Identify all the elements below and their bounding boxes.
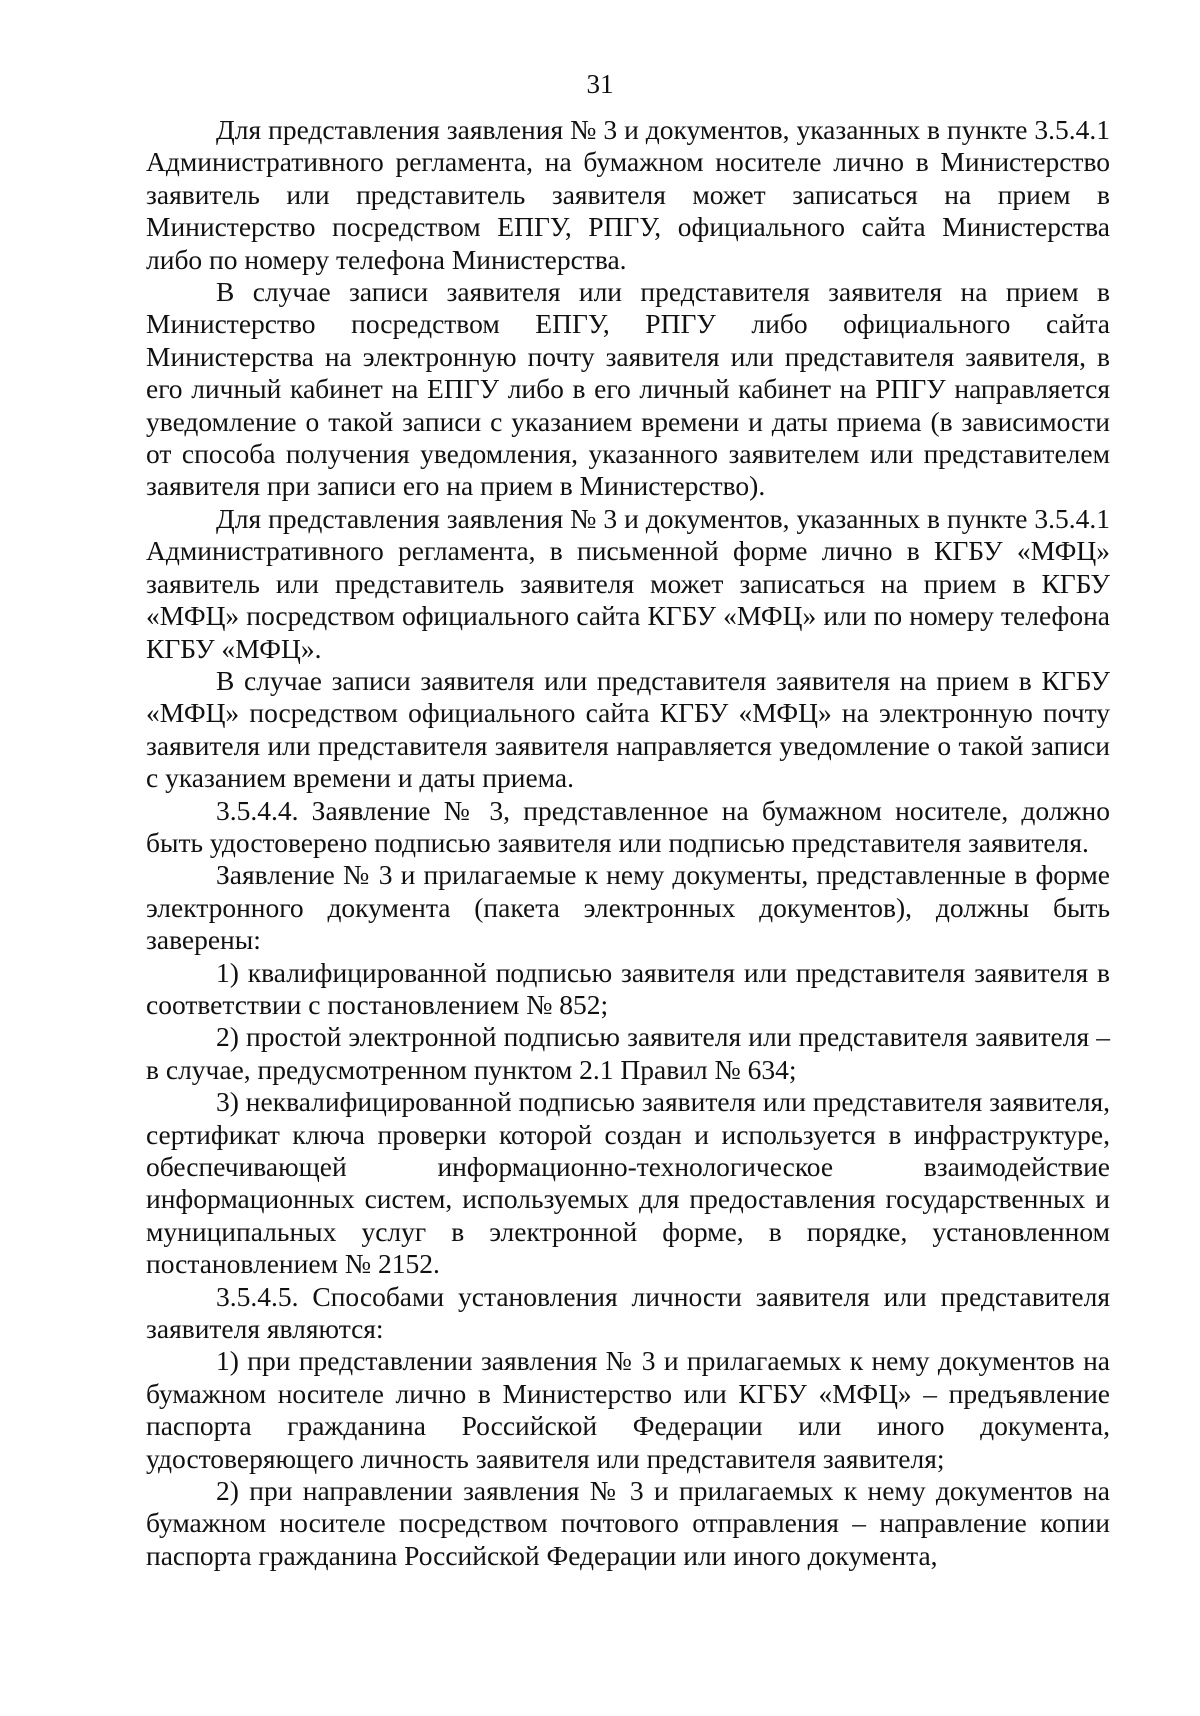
paragraph-ministry-notification: В случае записи заявителя или представителя заявителя на прием в Министерство посредством ЕПГУ, РПГУ либо официального сайта Министерства на электронную почту заявителя или представителя заявителя, в его личный кабинет на ЕПГУ либо в его личный кабинет на РПГУ направляется уведомление о такой записи с указанием времени и даты приема (в зависимости от способа получения уведомления, указанного заявителем или представителем заявителя при записи его на прием в Министерство). [146, 276, 1110, 502]
document-body [146, 114, 1110, 1572]
list-item-1-paper-in-person: 1) при представлении заявления № 3 и прилагаемых к нему документов на бумажном носителе лично в Министерство или КГБУ «МФЦ» – предъявление паспорта гражданина Российской Федерации или иного документа, удостоверяющего личность заявителя или представителя заявителя; [146, 1345, 1110, 1474]
paragraph-3-5-4-5: 3.5.4.5. Способами установления личности заявителя или представителя заявителя являются: [146, 1280, 1110, 1345]
list-item-3-unqualified-signature: 3) неквалифицированной подписью заявителя или представителя заявителя, сертификат ключа проверки которой создан и используется в инфраструктуре, обеспечивающей информационно-технологическое взаимодействие информационных систем, используемых для предоставления государственных и муниципальных услуг в электронной форме, в порядке, установленном постановлением № 2152. [146, 1086, 1110, 1280]
paragraph-3-5-4-4: 3.5.4.4. Заявление № 3, представленное на бумажном носителе, должно быть удостоверено подписью заявителя или подписью представителя заявителя. [146, 794, 1110, 858]
paragraph-appointment-ministry: Для представления заявления № 3 и документов, указанных в пункте 3.5.4.1 Административного регламента, на бумажном носителе лично в Министерство заявитель или представитель заявителя может записаться на прием в Министерство посредством ЕПГУ, РПГУ, официального сайта Министерства либо по номеру телефона Министерства. [146, 114, 1110, 275]
list-item-1-qualified-signature: 1) квалифицированной подписью заявителя или представителя заявителя в соответствии с постановлением № 852; [146, 956, 1110, 1020]
paragraph-electronic-signature: Заявление № 3 и прилагаемые к нему документы, представленные в форме электронного документа (пакета электронных документов), должны быть заверены: [146, 859, 1110, 956]
list-item-2-simple-signature: 2) простой электронной подписью заявителя или представителя заявителя – в случае, предусмотренном пунктом 2.1 Правил № 634; [146, 1021, 1110, 1085]
page-number: 31 [586, 69, 614, 99]
paragraph-appointment-mfc: Для представления заявления № 3 и документов, указанных в пункте 3.5.4.1 Административного регламента, в письменной форме лично в КГБУ «МФЦ» заявитель или представитель заявителя может записаться на прием в КГБУ «МФЦ» посредством официального сайта КГБУ «МФЦ» или по номеру телефона КГБУ «МФЦ». [146, 502, 1110, 664]
list-item-2-postal: 2) при направлении заявления № 3 и прилагаемых к нему документов на бумажном носителе посредством почтового отправления – направление копии паспорта гражданина Российской Федерации или иного документа, [146, 1475, 1110, 1571]
paragraph-mfc-notification: В случае записи заявителя или представителя заявителя на прием в КГБУ «МФЦ» посредством официального сайта КГБУ «МФЦ» на электронную почту заявителя или представителя заявителя направляется уведомление о такой записи с указанием времени и даты приема. [146, 664, 1110, 794]
